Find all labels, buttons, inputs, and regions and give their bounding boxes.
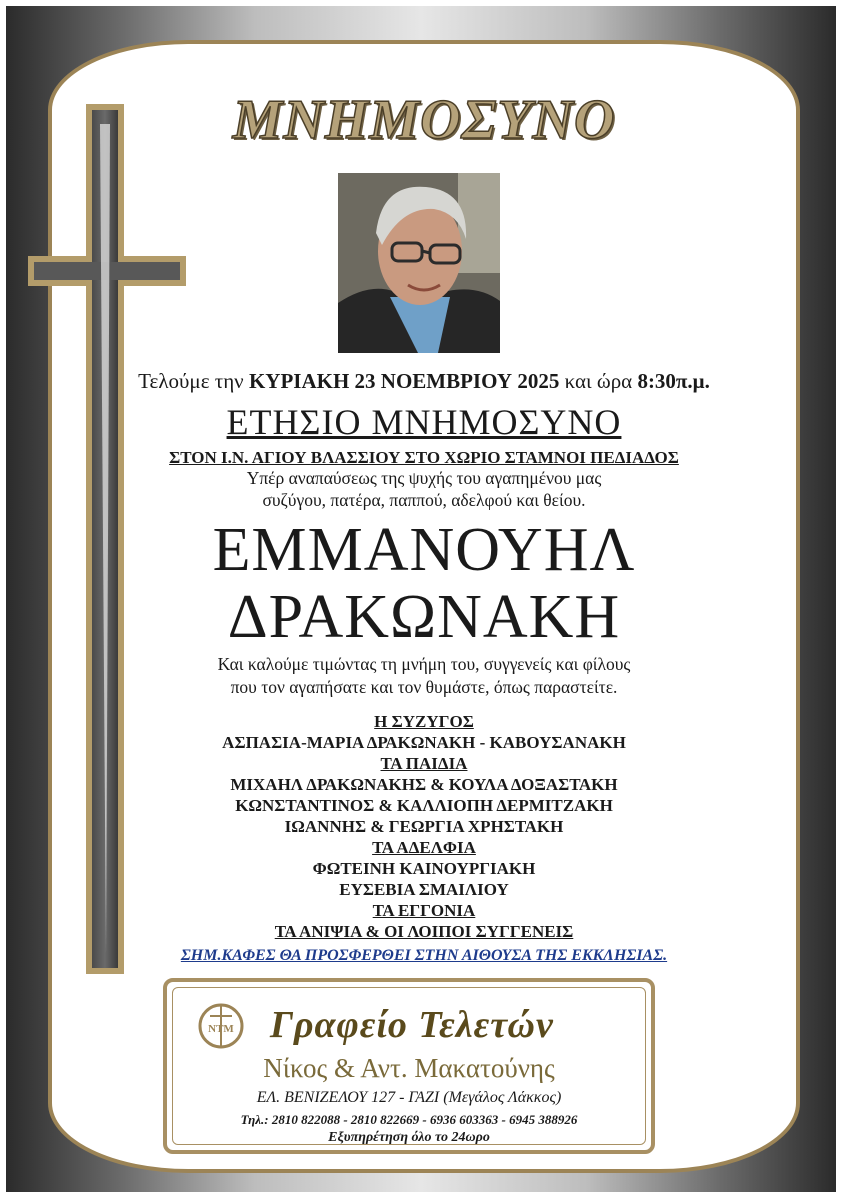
intro-text: Τελούμε την <box>138 369 244 393</box>
deceased-first-name: ΕΜΜΑΝΟΥΗΛ <box>212 516 636 584</box>
family-member: ΕΥΣΕΒΙΑ ΣΜΑΙΛΙΟΥ <box>339 880 509 899</box>
funeral-office-phones: Τηλ.: 2810 822088 - 2810 822669 - 6936 603363 - 6945 388926 <box>240 1112 578 1127</box>
family-member: ΦΩΤΕΙΝΗ ΚΑΙΝΟΥΡΓΙΑΚΗ <box>312 859 536 878</box>
deceased-last-name: ΔΡΑΚΩΝΑΚΗ <box>227 583 621 651</box>
family-header-spouse: Η ΣΥΖΥΓΟΣ <box>374 712 474 731</box>
family-member: ΑΣΠΑΣΙΑ-ΜΑΡΙΑ ΔΡΑΚΩΝΑΚΗ - ΚΑΒΟΥΣΑΝΑΚΗ <box>222 733 626 752</box>
family-header-children: ΤΑ ΠΑΙΔΙΑ <box>380 754 468 773</box>
funeral-office-hours: Εξυπηρέτηση όλο το 24ωρο <box>328 1130 490 1145</box>
family-header-relatives: ΤΑ ΑΝΙΨΙΑ & ΟΙ ΛΟΙΠΟΙ ΣΥΓΓΕΝΕΙΣ <box>274 922 574 941</box>
event-title: ΕΤΗΣΙΟ ΜΝΗΜΟΣΥΝΟ <box>226 402 622 442</box>
prayer-line-2: συζύγου, πατέρα, παππού, αδελφού και θείου. <box>262 490 586 510</box>
funeral-office-logo <box>198 1002 244 1050</box>
deceased-photo <box>338 173 500 353</box>
ceremony-datetime <box>0 369 848 394</box>
coffee-note: ΣΗΜ.ΚΑΦΕΣ ΘΑ ΠΡΟΣΦΕΡΘΕΙ ΣΤΗΝ ΑΙΘΟΥΣΑ ΤΗΣ ΕΚΚΛΗΣΙΑΣ. <box>180 947 668 964</box>
memorial-heading: ΜΝΗΜΟΣΥΝΟ <box>232 89 616 151</box>
funeral-office-address: ΕΛ. ΒΕΝΙΖΕΛΟΥ 127 - ΓΑΖΙ (Μεγάλος Λάκκος) <box>256 1089 562 1106</box>
funeral-office-owners: Νίκος & Αντ. Μακατούνης <box>263 1053 555 1083</box>
ceremony-time: 8:30π.μ. <box>637 369 710 393</box>
funeral-office-title: Γραφείο Τελετών <box>270 1004 554 1046</box>
ceremony-date: ΚΥΡΙΑΚΗ 23 ΝΟΕΜΒΡΙΟΥ 2025 <box>248 369 560 393</box>
invitation-line-1: Και καλούμε τιμώντας τη μνήμη του, συγγενείς και φίλους <box>217 654 631 674</box>
logo-letters: ΝΤΜ <box>208 1023 234 1035</box>
family-header-siblings: ΤΑ ΑΔΕΛΦΙΑ <box>372 838 476 857</box>
family-member: ΙΩΑΝΝΗΣ & ΓΕΩΡΓΙΑ ΧΡΗΣΤΑΚΗ <box>284 817 564 836</box>
invitation-line-2: που τον αγαπήσατε και τον θυμάστε, όπως παραστείτε. <box>230 677 618 697</box>
church-location: ΣΤΟΝ Ι.Ν. ΑΓΙΟΥ ΒΛΑΣΣΙΟΥ ΣΤΟ ΧΩΡΙΟ ΣΤΑΜΝΟΙ ΠΕΔΙΑΔΟΣ <box>169 448 679 467</box>
family-member: ΚΩΝΣΤΑΝΤΙΝΟΣ & ΚΑΛΛΙΟΠΗ ΔΕΡΜΙΤΖΑΚΗ <box>235 796 613 815</box>
family-member: ΜΙΧΑΗΛ ΔΡΑΚΩΝΑΚΗΣ & ΚΟΥΛΑ ΔΟΞΑΣΤΑΚΗ <box>230 775 618 794</box>
time-intro-text: και ώρα <box>564 369 633 393</box>
prayer-line-1: Υπέρ αναπαύσεως της ψυχής του αγαπημένου μας <box>246 468 602 488</box>
family-header-grandchildren: ΤΑ ΕΓΓΟΝΙΑ <box>372 901 476 920</box>
